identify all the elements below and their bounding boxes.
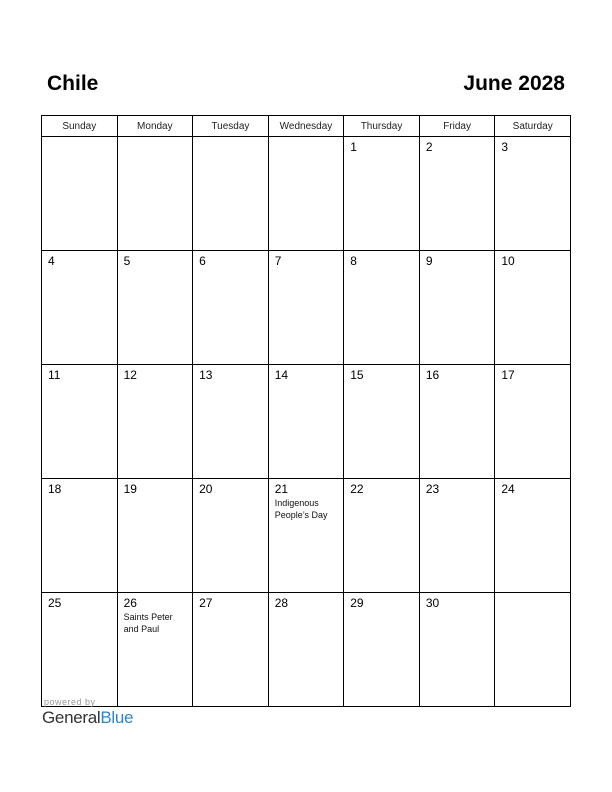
weekday-saturday: Saturday — [495, 116, 571, 137]
weekday-header-row — [42, 116, 571, 137]
day-number: 20 — [199, 482, 213, 496]
day-number: 5 — [123, 254, 131, 268]
week-row-5 — [42, 593, 571, 707]
day-number: 13 — [199, 368, 213, 382]
day-cell — [495, 365, 571, 479]
day-cell — [268, 365, 344, 479]
day-cell — [42, 365, 118, 479]
day-cell — [344, 593, 420, 707]
day-number: 7 — [274, 254, 282, 268]
weekday-monday: Monday — [117, 116, 193, 137]
brand-blue-text: Blue — [100, 708, 134, 727]
calendar-grid — [41, 115, 571, 707]
weekday-friday: Friday — [419, 116, 495, 137]
holiday-label: Saints Peter and Paul — [123, 612, 173, 634]
day-cell — [268, 137, 344, 251]
day-cell — [268, 593, 344, 707]
week-row-2 — [42, 251, 571, 365]
week-row-1 — [42, 137, 571, 251]
day-number: 1 — [350, 140, 357, 154]
day-cell — [268, 251, 344, 365]
day-number: 30 — [425, 596, 440, 610]
day-number: 4 — [48, 254, 55, 268]
day-number: 16 — [425, 368, 440, 382]
day-number: 10 — [501, 254, 515, 268]
day-cell — [344, 479, 420, 593]
day-number: 18 — [48, 482, 62, 496]
day-cell — [419, 593, 495, 707]
day-cell — [117, 593, 193, 707]
day-cell — [495, 479, 571, 593]
day-cell — [193, 137, 269, 251]
country-title: Chile — [47, 72, 99, 95]
day-cell — [193, 251, 269, 365]
day-number: 27 — [199, 596, 213, 610]
day-cell — [117, 137, 193, 251]
day-number: 19 — [123, 482, 137, 496]
day-cell — [419, 137, 495, 251]
powered-by-text: powered by — [44, 697, 96, 707]
day-cell — [495, 593, 571, 707]
day-number: 12 — [123, 368, 137, 382]
day-cell — [419, 251, 495, 365]
day-cell — [344, 251, 420, 365]
day-cell — [193, 479, 269, 593]
day-number: 26 — [123, 596, 137, 610]
day-cell — [495, 137, 571, 251]
day-number: 8 — [350, 254, 357, 268]
weekday-thursday: Thursday — [344, 116, 420, 137]
holiday-label: Indigenous People’s Day — [274, 498, 328, 520]
day-number: 24 — [501, 482, 515, 496]
day-number: 25 — [48, 596, 62, 610]
weekday-sunday: Sunday — [42, 116, 118, 137]
day-cell — [268, 479, 344, 593]
weekday-tuesday: Tuesday — [193, 116, 269, 137]
day-number: 29 — [350, 596, 364, 610]
day-cell — [419, 365, 495, 479]
day-number: 15 — [350, 368, 364, 382]
day-cell — [344, 365, 420, 479]
day-number: 23 — [425, 482, 440, 496]
day-cell — [42, 479, 118, 593]
week-row-4 — [42, 479, 571, 593]
day-cell — [117, 251, 193, 365]
day-number: 11 — [48, 368, 61, 382]
day-number: 3 — [501, 140, 509, 154]
day-cell — [495, 251, 571, 365]
day-cell — [193, 365, 269, 479]
generalblue-logo[interactable] — [42, 708, 133, 728]
day-cell — [42, 251, 118, 365]
day-number: 28 — [274, 596, 289, 610]
day-number: 6 — [199, 254, 206, 268]
day-number: 21 — [274, 482, 289, 496]
day-number: 14 — [274, 368, 289, 382]
day-cell — [117, 479, 193, 593]
month-year-title: June 2028 — [463, 72, 565, 95]
brand-general-text: General — [42, 708, 101, 727]
day-cell — [117, 365, 193, 479]
day-cell — [344, 137, 420, 251]
weekday-wednesday: Wednesday — [268, 116, 344, 137]
day-cell — [193, 593, 269, 707]
week-row-3 — [42, 365, 571, 479]
day-number: 22 — [350, 482, 364, 496]
day-cell — [42, 593, 118, 707]
day-number: 2 — [425, 140, 433, 154]
day-cell — [42, 137, 118, 251]
day-number: 17 — [501, 368, 515, 382]
day-cell — [419, 479, 495, 593]
day-number: 9 — [425, 254, 433, 268]
